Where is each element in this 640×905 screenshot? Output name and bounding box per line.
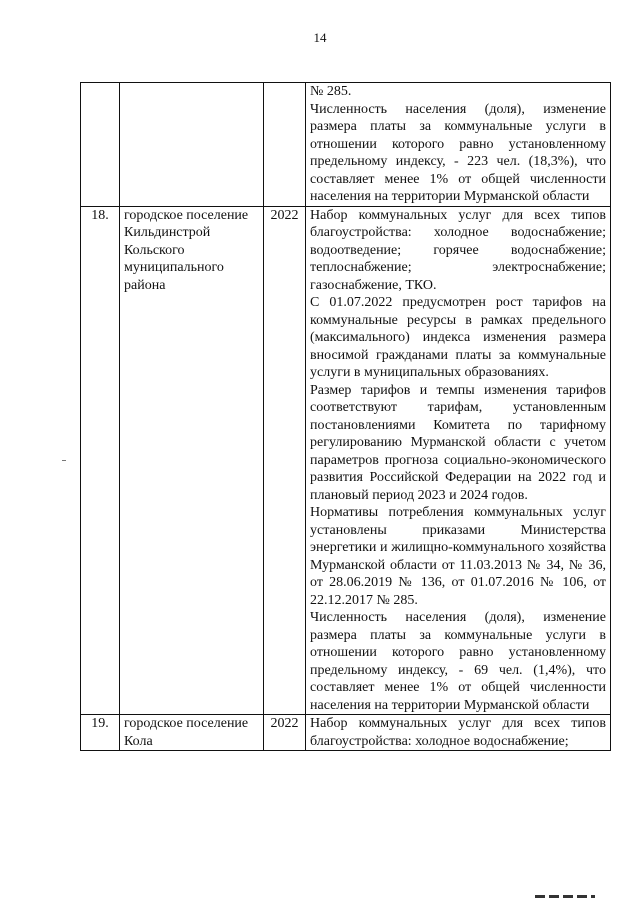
row-number: 18.: [81, 206, 120, 715]
description-cell: [306, 715, 611, 751]
row-year: 2022: [264, 715, 306, 751]
description-paragraph: Численность населения (доля), изменение размера платы за коммунальные услуги в отношении которого равно установленному предельному индексу, - 69 чел. (1,4%), что составляет менее 1% от общей численности населения на территории Мурманской области: [310, 610, 606, 713]
tariff-table: [80, 82, 611, 751]
description-paragraph: Набор коммунальных услуг для всех типов благоустройства: холодное водоснабжение;: [310, 716, 606, 749]
page-number: 14: [313, 30, 327, 45]
municipality-name: городское поселение Кильдинстрой Кольского муниципального района: [120, 206, 264, 715]
footer-mark: [535, 895, 595, 898]
description-cell: [306, 83, 611, 207]
municipality-name: городское поселение Кола: [120, 715, 264, 751]
row-year: 2022: [264, 206, 306, 715]
description-paragraph: Набор коммунальных услуг для всех типов благоустройства: холодное водоснабжение; водоотведение; горячее водоснабжение; теплоснабжение; электроснабжение; газоснабжение, ТКО.: [310, 207, 606, 293]
description-paragraph: Нормативы потребления коммунальных услуг установлены приказами Министерства энергетики и жилищно-коммунального хозяйства Мурманской области от 11.03.2013 № 34, № 36, от 28.06.2019 № 136, от 01.07.2016 № 106, от 22.12.2017 № 285.: [310, 505, 606, 608]
row-number: 19.: [81, 715, 120, 751]
scan-mark: [62, 460, 66, 461]
table-row: [81, 715, 611, 751]
description-paragraph: С 01.07.2022 предусмотрен рост тарифов на коммунальные ресурсы в рамках предельного (максимального) индекса изменения размера вносимой гражданами платы за коммунальные услуги в муниципальных образованиях.: [310, 295, 606, 380]
description-paragraph: № 285.: [310, 84, 352, 99]
municipality-name: [120, 83, 264, 207]
table-row: [81, 206, 611, 715]
description-paragraph: Численность населения (доля), изменение размера платы за коммунальные услуги в отношении которого равно установленному предельному индексу, - 223 чел. (18,3%), что составляет менее 1% от общей численности населения на территории Мурманской области: [310, 101, 606, 204]
description-cell: [306, 206, 611, 715]
table-row: [81, 83, 611, 207]
row-number: [81, 83, 120, 207]
description-paragraph: Размер тарифов и темпы изменения тарифов соответствуют тарифам, установленным постановлениями Комитета по тарифному регулированию Мурманской области с учетом параметров прогноза социально-экономического развития Российской Федерации на 2022 год и плановый период 2023 и 2024 годов.: [310, 382, 606, 503]
row-year: [264, 83, 306, 207]
